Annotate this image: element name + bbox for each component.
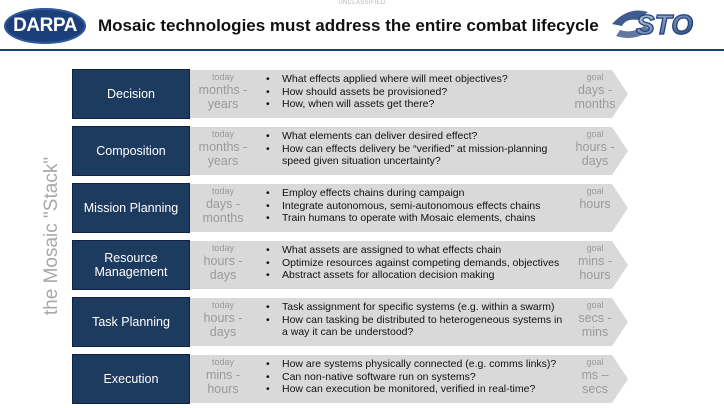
goal-timescale <box>570 129 620 168</box>
goal-value: hours <box>579 197 611 211</box>
bullet-item: • Task assignment for specific systems (e.g. within a swarm) <box>266 301 566 314</box>
bullet-list <box>266 187 566 225</box>
bullet-list <box>266 301 566 339</box>
bullet-item: • How can effects delivery be “verified” at mission-planning speed given situation uncertainty? <box>266 143 566 168</box>
bullet-item: • How can tasking be distributed to heterogeneous systems in a way it can be understood? <box>266 314 566 339</box>
goal-value: days - months <box>574 83 616 111</box>
goal-timescale <box>570 357 620 396</box>
goal-timescale <box>570 186 620 211</box>
classification-marking: UNCLASSIFIED <box>338 0 386 6</box>
today-timescale <box>194 243 252 282</box>
today-value: months - years <box>198 140 248 168</box>
goal-timescale <box>570 243 620 282</box>
bullet-item: • What effects applied where will meet objectives? <box>266 73 566 86</box>
header-divider <box>0 49 724 51</box>
bullet-item: • Abstract assets for allocation decision making <box>266 269 566 282</box>
today-label: today <box>211 300 235 310</box>
goal-label: goal <box>586 357 604 367</box>
slide-title: Mosaic technologies must address the entire combat lifecycle <box>98 16 599 35</box>
layer-box-execution: Execution <box>72 354 190 404</box>
bullet-item: • What assets are assigned to what effects chain <box>266 244 566 257</box>
today-label: today <box>211 72 235 82</box>
goal-timescale <box>570 72 620 111</box>
goal-value: mins - hours <box>577 254 613 282</box>
bullet-list <box>266 73 566 111</box>
sto-logo <box>608 4 720 44</box>
bullet-item: • Employ effects chains during campaign <box>266 187 566 200</box>
goal-value: hours - days <box>575 140 615 168</box>
today-value: months - years <box>198 83 248 111</box>
today-label: today <box>211 357 235 367</box>
layer-box-resource-management: Resource Management <box>72 240 190 290</box>
stack-row-decision <box>70 69 628 121</box>
today-value: days - months <box>202 197 244 225</box>
bullet-item: • What elements can deliver desired effect? <box>266 130 566 143</box>
bullet-item: • How, when will assets get there? <box>266 98 566 111</box>
goal-label: goal <box>586 300 604 310</box>
bullet-item: • Train humans to operate with Mosaic elements, chains <box>266 212 566 225</box>
goal-label: goal <box>586 243 604 253</box>
today-value: hours - days <box>203 254 243 282</box>
today-value: hours - days <box>203 311 243 339</box>
today-value: mins - hours <box>205 368 241 396</box>
layer-box-task-planning: Task Planning <box>72 297 190 347</box>
bullet-list <box>266 358 566 396</box>
goal-label: goal <box>586 129 604 139</box>
today-timescale <box>194 357 252 396</box>
goal-value: secs - mins <box>578 311 612 339</box>
bullet-item: • How can execution be monitored, verified in real-time? <box>266 383 566 396</box>
bullet-list <box>266 130 566 168</box>
stack-row-execution <box>70 354 628 406</box>
layer-box-decision: Decision <box>72 69 190 119</box>
bullet-item: • How should assets be provisioned? <box>266 86 566 99</box>
goal-value: ms – secs <box>581 368 609 396</box>
bullet-list <box>266 244 566 282</box>
today-timescale <box>194 186 252 225</box>
today-timescale <box>194 300 252 339</box>
bullet-item: • Integrate autonomous, semi-autonomous effects chains <box>266 200 566 213</box>
stack-side-label: the Mosaic "Stack" <box>41 156 62 316</box>
stack-row-composition <box>70 126 628 178</box>
today-label: today <box>211 186 235 196</box>
bullet-item: • Optimize resources against competing demands, objectives <box>266 257 566 270</box>
layer-box-composition: Composition <box>72 126 190 176</box>
layer-box-mission-planning: Mission Planning <box>72 183 190 233</box>
stack-row-resource-management <box>70 240 628 292</box>
stack-row-mission-planning <box>70 183 628 235</box>
darpa-logo: DARPA <box>4 8 86 44</box>
goal-label: goal <box>586 72 604 82</box>
today-timescale <box>194 129 252 168</box>
svg-text:STO: STO <box>636 9 694 40</box>
stack-row-task-planning <box>70 297 628 349</box>
today-label: today <box>211 243 235 253</box>
bullet-item: • Can non-native software run on systems? <box>266 371 566 384</box>
goal-label: goal <box>586 186 604 196</box>
bullet-item: • How are systems physically connected (e.g. comms links)? <box>266 358 566 371</box>
today-label: today <box>211 129 235 139</box>
goal-timescale <box>570 300 620 339</box>
today-timescale <box>194 72 252 111</box>
